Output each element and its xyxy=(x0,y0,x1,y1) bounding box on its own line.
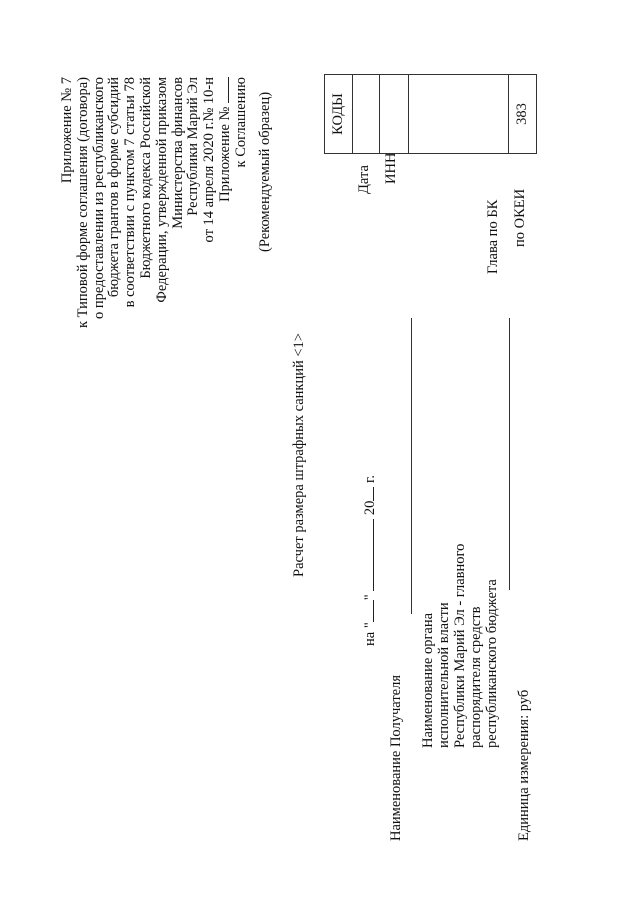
appendix-line: бюджета грантов в форме субсидий xyxy=(106,77,123,298)
okei-code-label: по ОКЕИ xyxy=(512,188,528,247)
year-suffix: г. xyxy=(362,475,378,483)
authority-fill-line xyxy=(509,318,510,590)
attachment-number-blank xyxy=(228,77,229,103)
appendix-header xyxy=(60,77,250,328)
appendix-line: Министерства финансов xyxy=(169,77,186,229)
chapter-code-cell xyxy=(409,75,509,154)
to-agreement-line: к Соглашению xyxy=(232,77,249,168)
authority-line: распорядителя средств xyxy=(468,606,484,748)
appendix-line: к Типовой форме соглашения (договора) xyxy=(74,77,91,329)
appendix-line: о предоставлении из республиканского xyxy=(90,77,107,320)
appendix-line: от 14 апреля 2020 г.№ 10-н xyxy=(201,77,218,243)
date-on-label: на xyxy=(362,631,378,646)
recipient-label: Наименование Получателя xyxy=(388,674,404,841)
date-quote-open: " xyxy=(362,622,378,629)
recipient-fill-line xyxy=(411,318,412,614)
okei-code-cell: 383 xyxy=(509,75,537,154)
sample-note: (Рекомендуемый образец) xyxy=(257,91,273,252)
inn-code-label: ИНН xyxy=(383,152,399,184)
year-blank xyxy=(373,487,374,501)
inn-code-cell xyxy=(380,75,409,154)
appendix-line: Бюджетного кодекса Российской xyxy=(137,77,154,279)
attachment-prefix: Приложение № xyxy=(216,106,233,202)
codes-table xyxy=(324,74,537,154)
date-code-cell xyxy=(353,75,380,154)
date-line xyxy=(363,475,379,646)
authority-line: Наименование органа xyxy=(420,612,436,748)
document-title: Расчет размера штрафных санкций <1> xyxy=(291,333,307,577)
chapter-code-label: Глава по БК xyxy=(485,199,501,274)
codes-header: КОДЫ xyxy=(325,75,353,154)
month-blank xyxy=(373,519,374,591)
date-code-label: Дата xyxy=(356,165,372,194)
appendix-line: Федерации, утвержденной приказом xyxy=(153,77,170,303)
day-blank xyxy=(373,600,374,622)
attachment-number-line xyxy=(218,77,234,328)
unit-label: Единица измерения: руб xyxy=(516,689,532,841)
appendix-line: Республики Марий Эл xyxy=(185,77,202,216)
authority-line: республиканского бюджета xyxy=(484,579,500,748)
appendix-line: Приложение № 7 xyxy=(59,77,75,184)
appendix-line: в соответствии с пунктом 7 статьи 78 xyxy=(122,77,139,308)
year-prefix: 20 xyxy=(362,500,378,516)
date-quote-close: " xyxy=(362,594,378,601)
authority-line: Республики Марий Эл - главного xyxy=(452,543,468,748)
authority-line: исполнительной власти xyxy=(436,602,452,748)
